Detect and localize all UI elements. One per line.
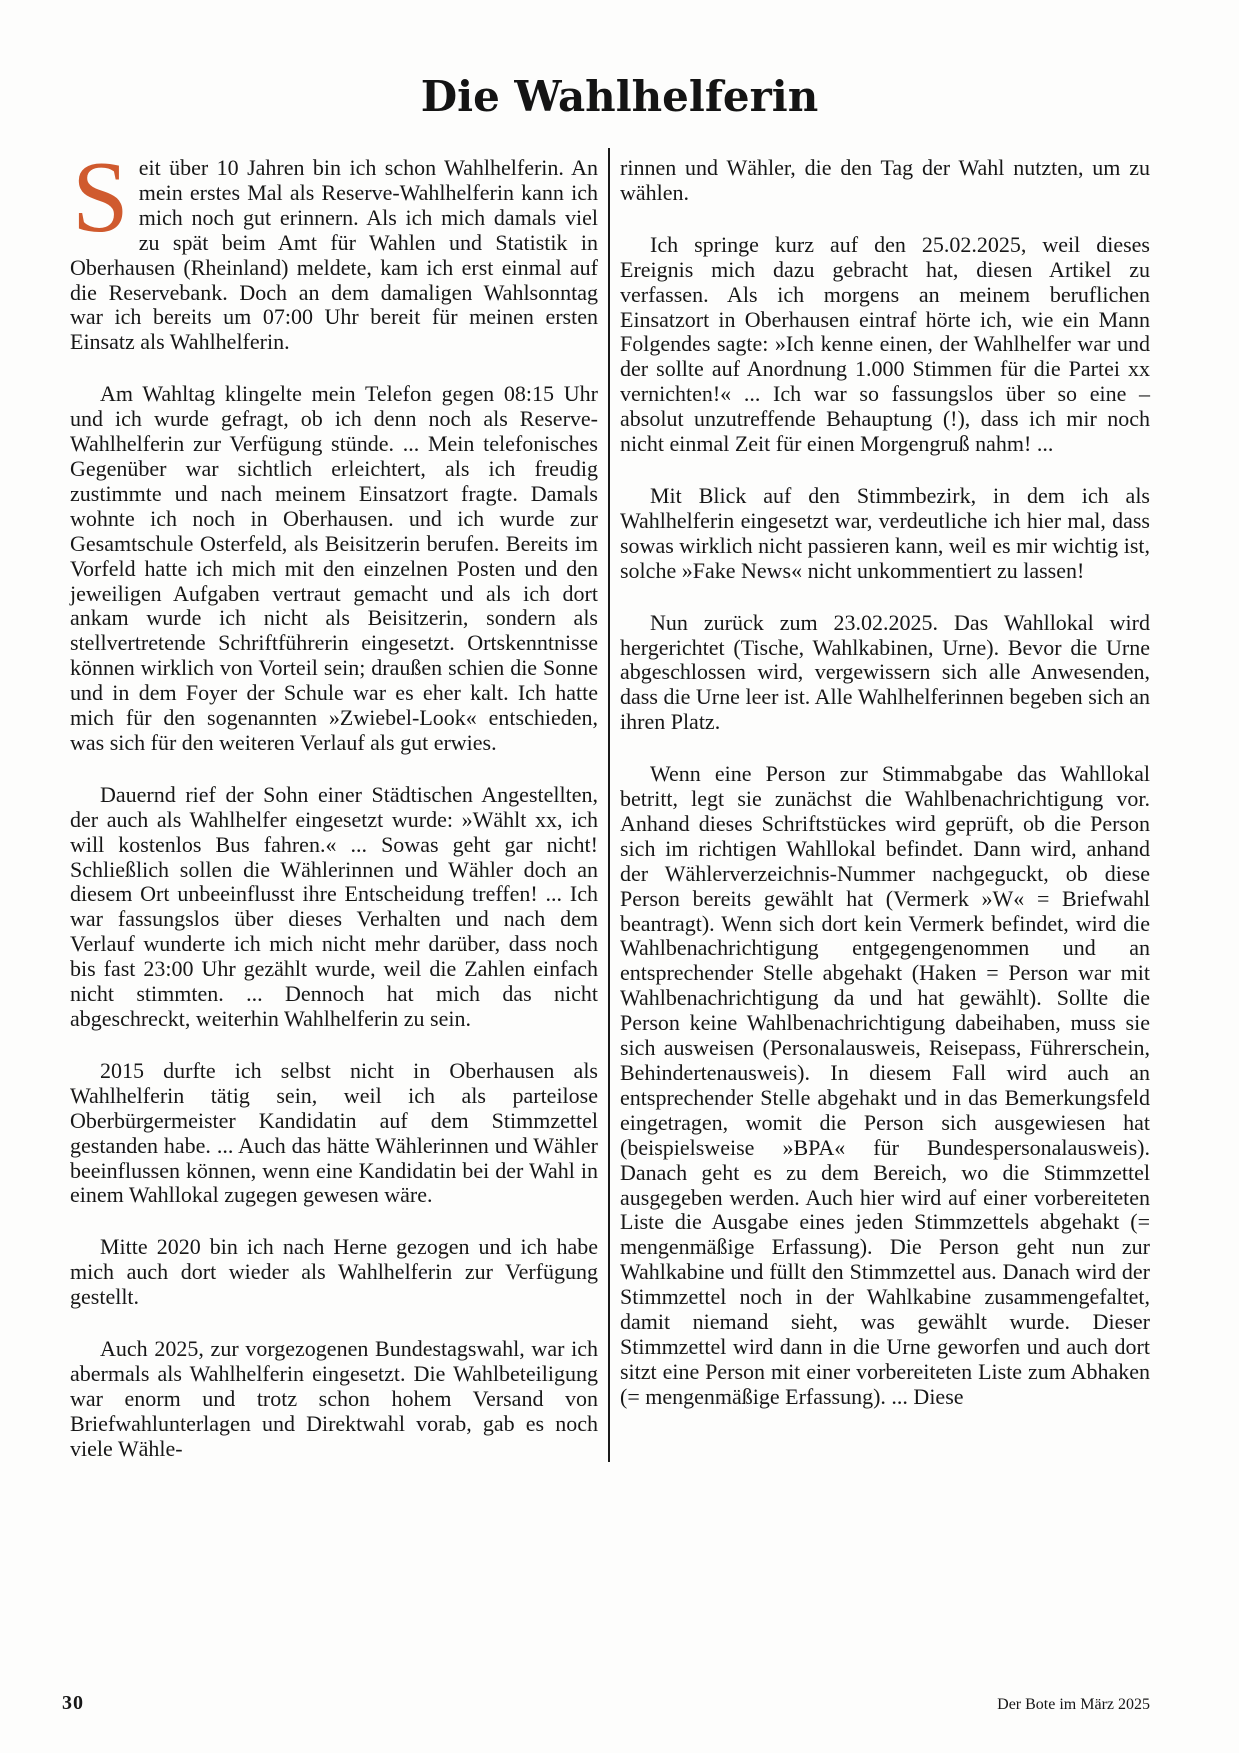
footer-page-number: 30 <box>62 1692 84 1714</box>
paragraph: Ich springe kurz auf den 25.02.2025, weil dieses Ereignis mich dazu gebracht hat, diesen Artikel zu verfassen. Als ich morgens an meinem beruflichen Einsatzort in Oberhausen eintraf hörte ich, wie ein Mann Folgendes sagte: »Ich kenne einen, der Wahlhelfer war und der sollte auf Anordnung 1.000 Stimmen für die Partei xx vernichten!« ... Ich war so fassungslos über so eine – absolut unzutreffende Behauptung (!), dass ich mir noch nicht einmal Zeit für einen Morgengruß nahm! ... <box>620 231 1150 457</box>
paragraph: Nun zurück zum 23.02.2025. Das Wahllokal wird hergerichtet (Tische, Wahlkabinen, Urne). Bevor die Urne abgeschlossen wird, vergewissern sich alle Anwesenden, dass die Urne leer ist. Alle Wahlhelferinnen begeben sich an ihren Platz. <box>620 609 1150 735</box>
page-title: Die Wahlhelferin <box>420 72 819 121</box>
footer-issue-label: Der Bote im März 2025 <box>997 1696 1150 1713</box>
paragraph: 2015 durfte ich selbst nicht in Oberhausen als Wahlhelferin tätig sein, weil ich als parteilose Oberbürgermeister Kandidatin auf dem Stimmzettel gestanden habe. ... Auch das hätte Wählerinnen und Wähler beeinflussen können, wenn eine Kandidatin bei der Wahl in einem Wahllokal zugegen gewesen wäre. <box>70 1057 598 1208</box>
paragraph <box>70 141 598 355</box>
left-column <box>70 141 598 1462</box>
article-body <box>70 141 1150 1462</box>
paragraph: rinnen und Wähler, die den Tag der Wahl nutzten, um zu wählen. <box>620 155 1150 205</box>
drop-cap: S <box>72 141 129 254</box>
paragraph: Mit Blick auf den Stimmbezirk, in dem ich als Wahlhelferin eingesetzt war, verdeutliche ich hier mal, dass sowas wirklich nicht passieren kann, weil es mir wichtig ist, solche »Fake News« nicht unkommentiert zu lassen! <box>620 482 1150 583</box>
paragraph-text: eit über 10 Jahren bin ich schon Wahlhelferin. An mein erstes Mal als Reserve-Wahlhelferin kann ich mich noch gut erinnern. Als ich mich damals viel zu spät beim Amt für Wahlen und Statistik in Oberhausen (Rheinland) meldete, kam ich erst einmal auf die Reservebank. Doch an dem damaligen Wahlsonntag war ich bereits um 07:00 Uhr bereit für meinen ersten Einsatz als Wahlhelferin. <box>70 155 598 355</box>
paragraph: Wenn eine Person zur Stimmabgabe das Wahllokal betritt, legt sie zunächst die Wahlbenachrichtigung vor. Anhand dieses Schriftstückes wird geprüft, ob die Person sich im richtigen Wahllokal befindet. Dann wird, anhand der Wählerverzeichnis-Nummer nachgeguckt, ob diese Person bereits gewählt hat (Vermerk »W« = Briefwahl beantragt). Wenn sich dort kein Vermerk befindet, wird die Wahlbenachrichtigung entgegengenommen und an entsprechender Stelle abgehakt (Haken = Person war mit Wahlbenachrichtigung da und hat gewählt). Sollte die Person keine Wahlbenachrichtigung dabeihaben, muss sie sich ausweisen (Personalausweis, Reisepass, Führerschein, Behindertenausweis). In diesem Fall wird auch an entsprechender Stelle abgehakt und in das Bemerkungsfeld eingetragen, womit die Person sich ausgewiesen hat (beispielsweise »BPA« für Bundespersonalausweis). Danach geht es zu dem Bereich, wo die Stimmzettel ausgegeben werden. Auch hier wird auf einer vorbereiteten Liste die Ausgabe eines jeden Stimmzettels abgehakt (= mengenmäßige Erfassung). Die Person geht nun zur Wahlkabine und füllt den Stimmzettel aus. Danach wird der Stimmzettel noch in der Wahlkabine zusammengefaltet, damit niemand sieht, was gewählt wurde. Dieser Stimmzettel wird dann in die Urne geworfen und auch dort sitzt eine Person mit einer vorbereiteten Liste zum Abhaken (= mengenmäßige Erfassung). ... Diese <box>620 761 1150 1409</box>
paragraph: Mitte 2020 bin ich nach Herne gezogen und ich habe mich auch dort wieder als Wahlhelferin zur Verfügung gestellt. <box>70 1234 598 1310</box>
paragraph: Dauernd rief der Sohn einer Städtischen Angestellten, der auch als Wahlhelfer eingesetzt wurde: »Wählt xx, ich will kostenlos Bus fahren.« ... Sowas geht gar nicht! Schließlich sollen die Wählerinnen und Wähler doch an diesem Ort unbeeinflusst ihre Entscheidung treffen! ... Ich war fassungslos über dieses Verhalten und nach dem Verlauf wunderte ich mich nicht mehr darüber, dass noch bis fast 23:00 Uhr gezählt wurde, weil die Zahlen einfach nicht stimmten. ... Dennoch hat mich das nicht abgeschreckt, weiterhin Wahlhelferin zu sein. <box>70 781 598 1031</box>
column-divider <box>608 148 610 1462</box>
right-column <box>620 156 1150 1462</box>
paragraph: Am Wahltag klingelte mein Telefon gegen 08:15 Uhr und ich wurde gefragt, ob ich denn noch als Reserve-Wahlhelferin zur Verfügung stünde. ... Mein telefonisches Gegenüber war sichtlich erleichtert, als ich freudig zustimmte und nach meinem Einsatzort fragte. Damals wohnte ich noch in Oberhausen. und ich wurde zur Gesamtschule Osterfeld, als Beisitzerin berufen. Bereits im Vorfeld hatte ich mich mit den einzelnen Posten und den jeweiligen Aufgaben vertraut gemacht und als ich dort ankam wurde ich nicht als Beisitzerin, sondern als stellvertretende Schriftführerin eingesetzt. Ortskenntnisse können wirklich von Vorteil sein; draußen schien die Sonne und in dem Foyer der Schule war es eher kalt. Ich hatte mich für den sogenannten »Zwiebel-Look« entschieden, was sich für den weiteren Verlauf als gut erwies. <box>70 381 598 755</box>
paragraph: Auch 2025, zur vorgezogenen Bundestagswahl, war ich abermals als Wahlhelferin eingesetzt. Die Wahlbeteiligung war enorm und trotz schon hohem Versand von Briefwahlunterlagen und Direktwahl vorab, gab es noch viele Wähle- <box>70 1336 598 1461</box>
